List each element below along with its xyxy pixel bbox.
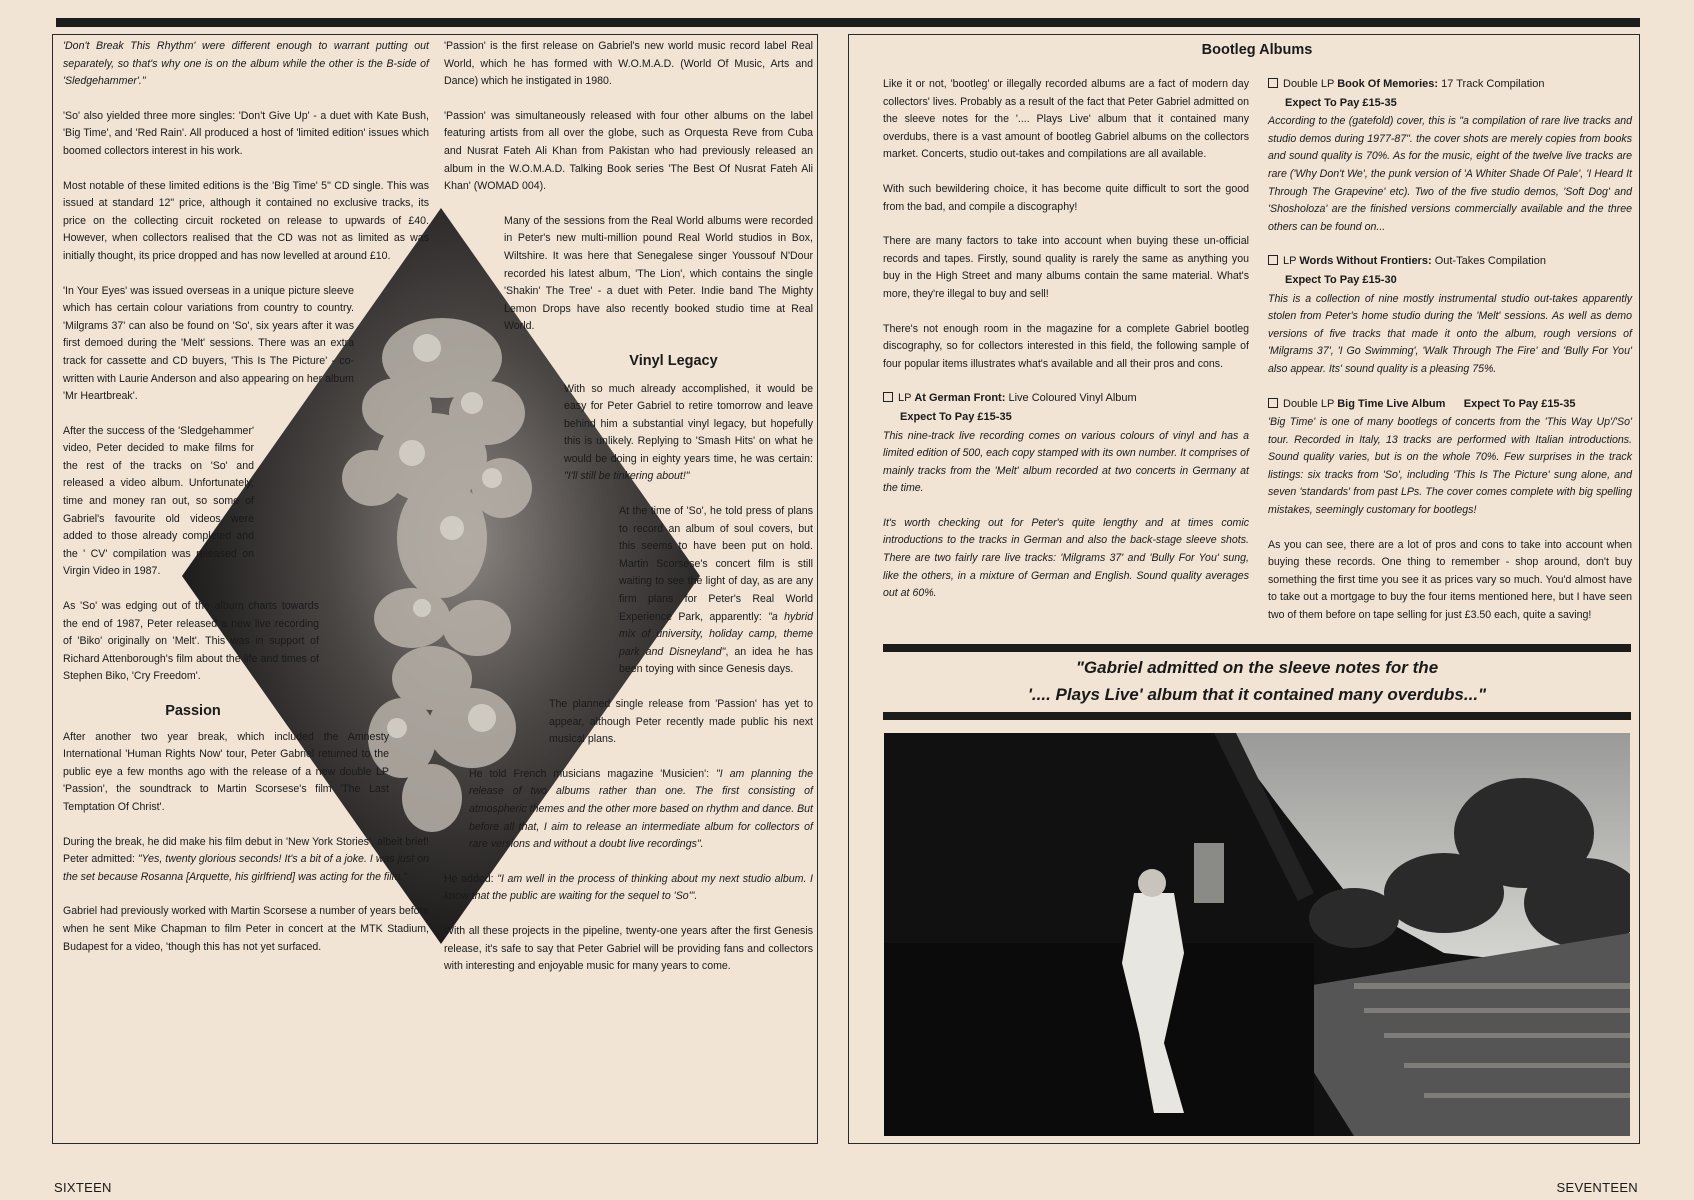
para: The planned single release from 'Passion' has yet to appear, although Peter recently made public his next musical plans. [549,698,813,746]
bootleg-item-book-of-memories: Double LP Book Of Memories: 17 Track Compilation Expect To Pay £15-35 According to the (gatefold) cover, this is "a compilation of rare live tracks and studio demos during 1977-87". the cover shots are merely copies from books and sound quality is 70%. As for the music, eight of the twelve live tracks are rare ('Why Don't We', the punk version of 'A Whiter Shade Of Pale', 'I Heard It Through The Grapevine' etc). Two of the five studio demos, 'Soft Dog' and 'Shosholoza' are the finished versions commercially available and the three others can be found on... [1268,78,1632,233]
para: He told French musicians magazine 'Musicien': "I am planning the release of two albums rather than one. The first consisting of atmospheric themes and the other more based on rhythm and dance. But before all that, I aim to release an intermediate album for collectors of rare versions and without a doubt live recordings". [469,767,813,851]
para: Gabriel had previously worked with Martin Scorsese a number of years before when he sent Mike Chapman to film Peter in concert at the MTK Stadium, Budapest for a video, 'though this has not yet surfaced. [63,905,429,953]
section-heading-vinyl-legacy: Vinyl Legacy [629,352,718,369]
bootleg-item-words-without-frontiers: LP Words Without Frontiers: Out-Takes Compilation Expect To Pay £15-30 This is a collection of nine mostly instrumental studio out-takes apparently stolen from Peter's home studio during the 'Melt' sessions. As well as demo versions of five tracks that made it onto the album, rough versions of 'Milgrams 37', 'I Go Swimming', 'Walk Through The Fire' and 'Bully For You' also appear. Its' sound quality is a pleasing 75%. [1268,255,1632,375]
pull-quote: "Gabriel admitted on the sleeve notes for the '.... Plays Live' album that it contained many overdubs..." [1027,658,1487,704]
article-column-3 [883,76,1249,620]
top-rule [56,18,1640,27]
para: He added: "I am well in the process of thinking about my next studio album. I know that the public are waiting for the sequel to 'So'". [444,872,813,903]
para: During the break, he did make his film debut in 'New York Stories', albeit brief! Peter admitted: "Yes, twenty glorious seconds! It's a bit of a joke. I was just on the set because Rosanna [Arquette, his girlfriend] was acting for the film." [63,835,429,883]
para: As 'So' was edging out of the album charts towards the end of 1987, Peter released a new live recording of 'Biko' originally on 'Melt'. This was in support of Richard Attenborough's film about the life and times of Stephen Biko, 'Cry Freedom'. [63,600,319,683]
para: Like it or not, 'bootleg' or illegally recorded albums are a fact of modern day collectors' lives. Probably as a result of the fact that Peter Gabriel admitted on the sleeve notes for the '.... Plays Live' album that it contained many overdubs, there is a vast amount of bootleg Gabriel albums on the collectors market. Concerts, studio out-takes and compilations are all available. [883,78,1249,161]
para: 'In Your Eyes' was issued overseas in a unique picture sleeve which has certain colour variations from country to country. 'Milgrams 37' can also be found on 'So', six years after it was first demoed during the 'Melt' sessions. There was an extra track for cassette and CD buyers, 'This Is The Picture' - co-written with Laurie Anderson and also appearing on her album 'Mr Heartbreak'. [63,284,354,403]
para: 'Passion' is the first release on Gabriel's new world music record label Real World, which he has formed with W.O.M.A.D. (World Of Music, Arts and Dance) which he instigated in 1980. [444,40,813,88]
para: After the success of the 'Sledgehammer' video, Peter decided to make films for the rest of the tracks on 'So' and released a video album. Unfortunately, time and money ran out, so some of Gabriel's favourite old videos were added to those already completed and the ' CV' compilation was released on Virgin Video in 1987. [63,424,254,578]
para: Many of the sessions from the Real World albums were recorded in Peter's new multi-million pound Real World studios in Box, Wiltshire. It was here that Senegalese singer Youssouf N'Dour recorded his latest album, 'The Lion', which contains the single 'Shakin' The Tree' - a duet with Peter. Indie band The Mighty Lemon Drops have also recently booked studio time at Real World. [504,214,813,333]
bootleg-item-big-time: Double LP Big Time Live Album Expect To Pay £15-35 'Big Time' is one of many bootlegs of concerts from the 'This Way Up'/'So' tour. Recorded in Italy, 13 tracks are performed with Italian introductions. Sound quality varies, but is on the whole 70%. Few surprises in the track listings: six tracks from 'So', including 'This Is The Picture' sung alone, and seven 'standards' from past LPs. The cover comes complete with big spelling mistakes, seemingly customary for bootlegs! [1268,397,1632,517]
para: There are many factors to take into account when buying these un-official records and tapes. Firstly, sound quality is rarely the same as anything you buy in the High Street and many albums contain the same material. What's more, they're illegal to buy and sell! [883,235,1249,300]
para: There's not enough room in the magazine for a complete Gabriel bootleg discography, so for collectors interested in this field, the following sample of four popular items illustrates what's available and all their pros and cons. [883,322,1249,370]
page-number-left: SIXTEEN [54,1180,112,1195]
concert-photo [884,733,1630,1136]
quote-rule-top [883,644,1631,652]
para: With all these projects in the pipeline, twenty-one years after the first Genesis release, it's safe to say that Peter Gabriel will be providing fans and collectors with interesting and enjoyable music for many years to come. [444,924,813,973]
checkbox-icon [1268,255,1278,265]
para: Most notable of these limited editions is the 'Big Time' 5" CD single. This was issued at standard 12" price, although it contained no exclusive tracks, its price on the collecting circuit rocketed on release to upwards of £40. However, when collectors realised that the CD was not as limited as was initially thought, its price dropped and has now levelled at around £10. [63,179,429,262]
checkbox-icon [1268,78,1278,88]
bootleg-item-german-front: LP At German Front: Live Coloured Vinyl Album Expect To Pay £15-35 This nine-track live recording comes on various colours of vinyl and has a limited edition of 500, each copy stamped with its own number. It comprises of mainly tracks from the 'Melt' album recorded at two concerts in Germany at the time. It's worth checking out for Peter's quite lengthy and at times comic introductions to the tracks in German and also the back-stage sleeve shots. There are two fairly rare live tracks: 'Milgrams 37' and 'Bully For You' sung, like the others, in a mixture of German and English. Sound quality averages out at 60%. [883,392,1249,600]
article-column-4 [1268,76,1632,642]
article-column-1 [63,38,429,973]
bootleg-albums-title: Bootleg Albums [1201,42,1313,58]
para: 'Don't Break This Rhythm' were different enough to warrant putting out separately, so that's why one is on the album while the other is the B-side of 'Sledgehammer'." [63,40,429,88]
para: 'So' also yielded three more singles: 'Don't Give Up' - a duet with Kate Bush, 'Big Time', and 'Red Rain'. All produced a host of 'limited edition' issues which boomed collectors interest in his work. [63,109,429,157]
checkbox-icon [883,392,893,402]
para: After another two year break, which included the Amnesty International 'Human Rights Now' tour, Peter Gabriel returned to the public eye a few months ago with the release of a new double LP 'Passion', the soundtrack to Martin Scorsese's film 'The Last Temptation Of Christ'. [63,730,389,813]
article-column-2 [444,38,813,993]
checkbox-icon [1268,398,1278,408]
para: 'Passion' was simultaneously released with four other albums on the label featuring artists from all over the globe, such as Orquesta Reve from Cuba and Nusrat Fateh Ali Khan from Pakistan who had previously released an album in the W.O.M.A.D. Talking Book series 'The Best Of Nusrat Fateh Ali Khan' (WOMAD 004). [444,109,813,193]
para: With so much already accomplished, it would be easy for Peter Gabriel to retire tomorrow and leave behind him a substantial vinyl legacy, but hopefully this is unlikely. Replying to 'Smash Hits' on what he would be doing in eighty years time, he was certain: "I'll still be tinkering about!" [564,382,813,483]
section-heading-passion: Passion [165,703,221,719]
para: As you can see, there are a lot of pros and cons to take into account when buying these records. One thing to remember - shop around, don't buy something the first time you see it as prices vary so much. You'd almost have to take out a mortgage to buy the four items mentioned here, but I have seen two of them before on tape selling for just £3.50 each, quite a saving! [1268,538,1632,622]
para: At the time of 'So', he told press of plans to record an album of soul covers, but this seems to have been put on hold. Martin Scorsese's concert film is still waiting to see the light of day, as are any firm plans for Peter's Real World Experience Park, apparently: "a hybrid mix of university, holiday camp, theme park and Disneyland", an idea he has been toying with since Genesis days. [619,505,813,676]
para: With such bewildering choice, it has become quite difficult to sort the good from the bad, and compile a discography! [883,182,1249,213]
page-number-right: SEVENTEEN [1556,1180,1638,1195]
quote-rule-bottom [883,712,1631,720]
